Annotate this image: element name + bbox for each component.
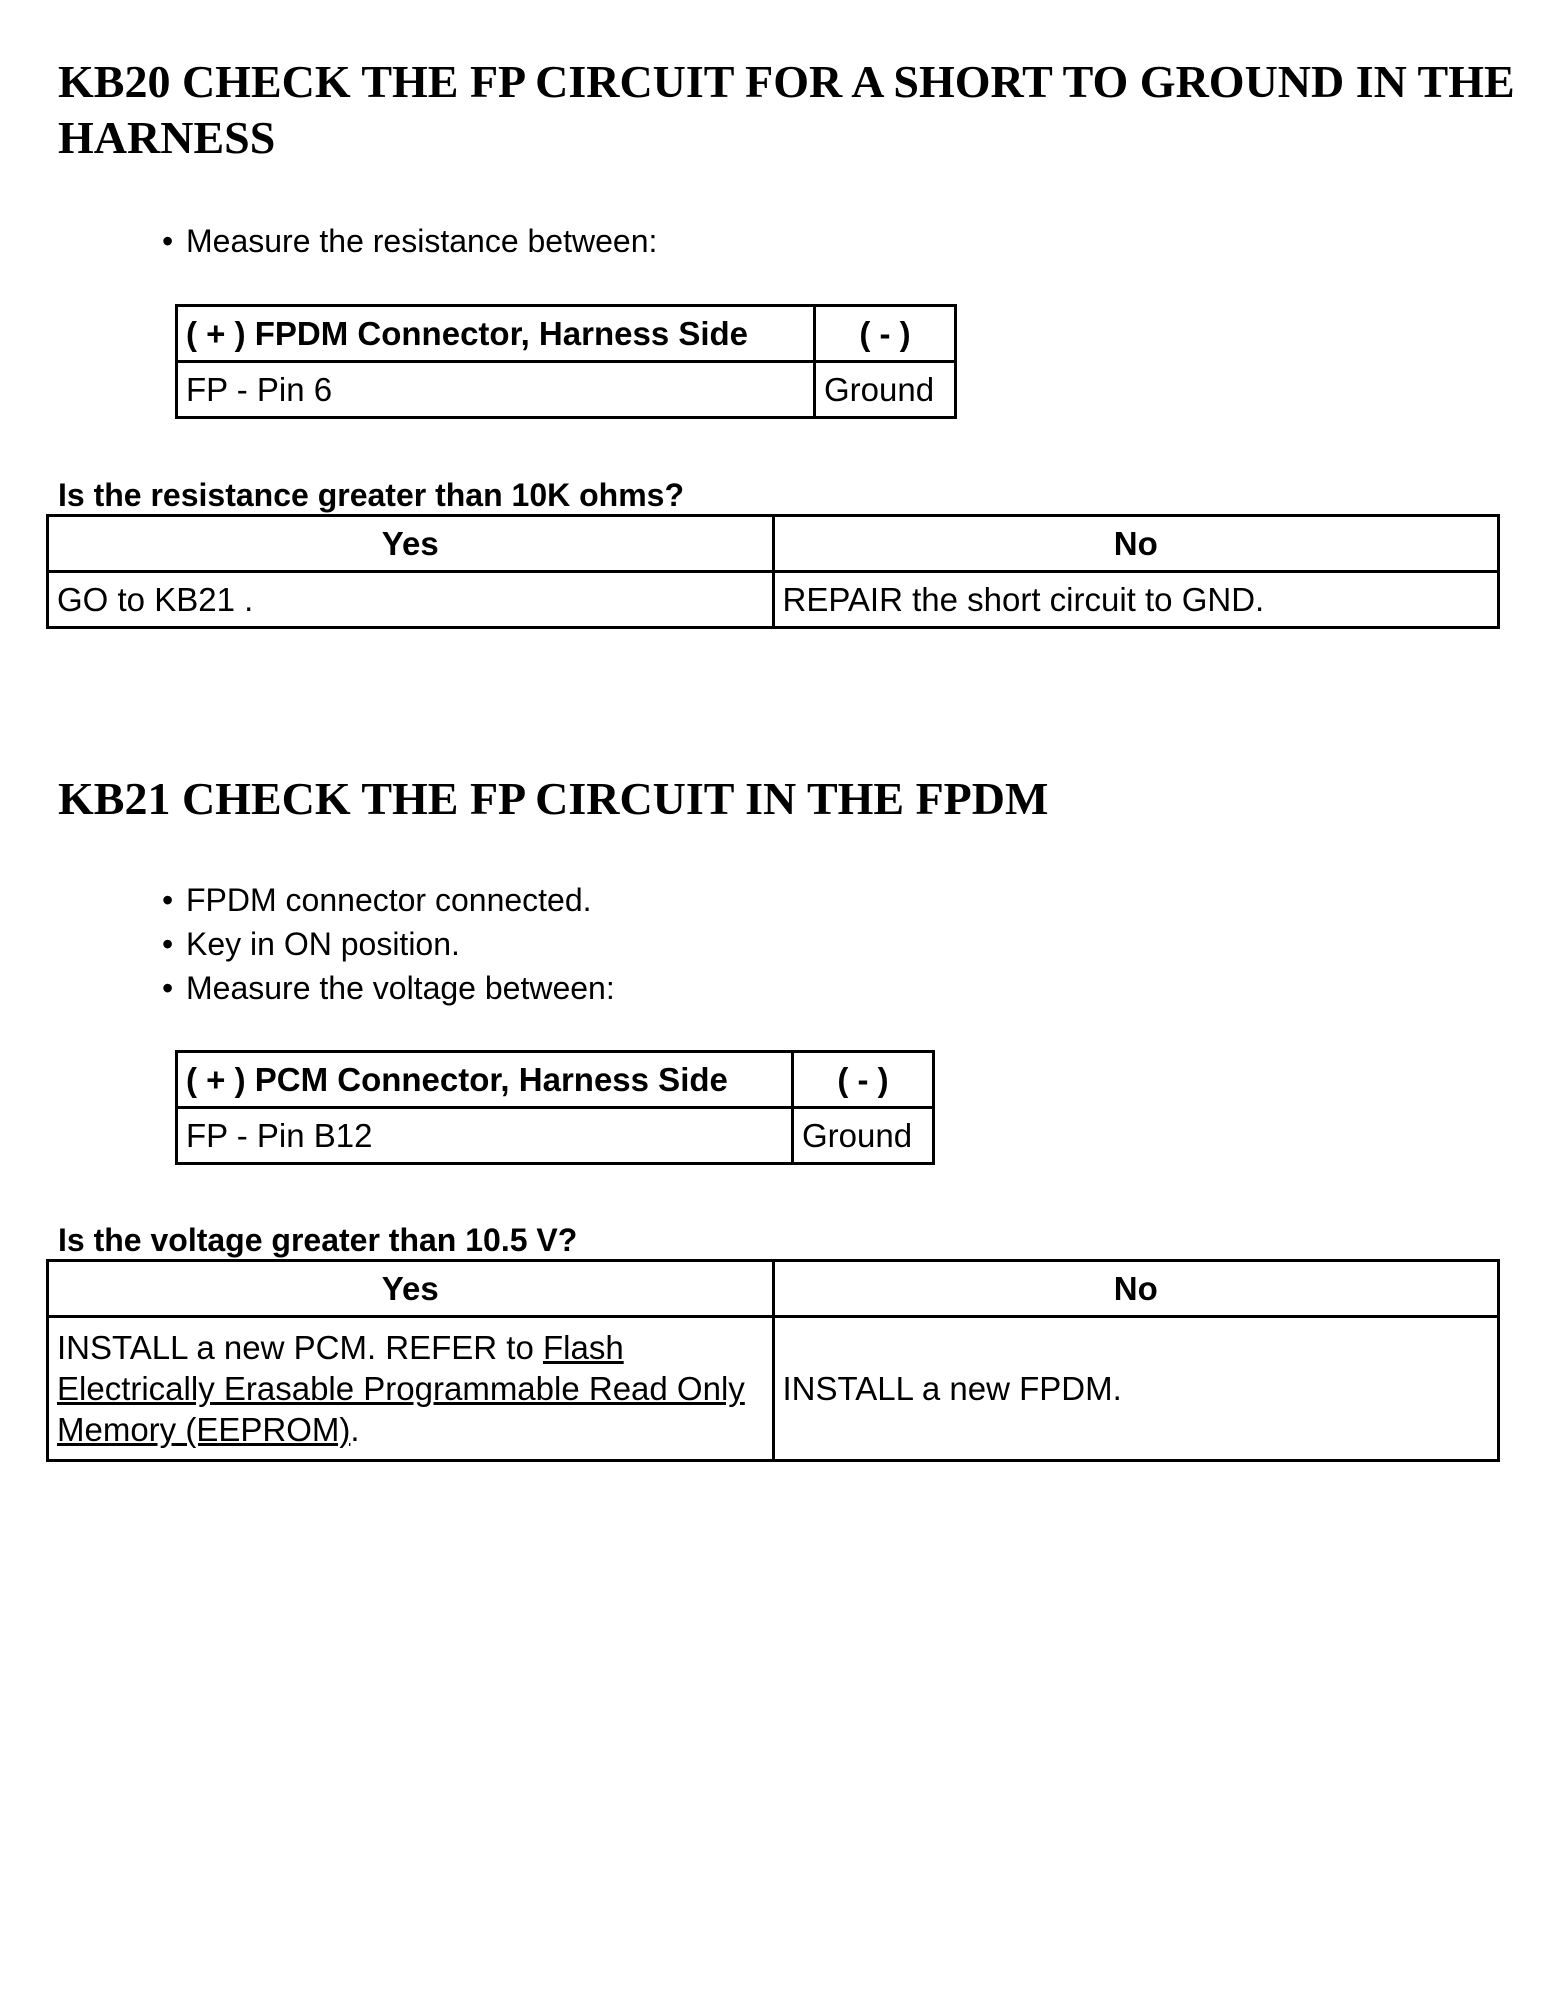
kb21-no-header: No: [773, 1261, 1499, 1317]
kb21-result-row: [48, 1317, 1499, 1461]
kb21-yes-action: [48, 1317, 774, 1461]
kb20-negative-header: ( - ): [815, 306, 956, 362]
kb20-result-row: [48, 572, 1499, 628]
kb20-no-header: No: [773, 516, 1499, 572]
kb21-yes-prefix: INSTALL a new PCM. REFER to: [57, 1329, 543, 1366]
kb21-yes-suffix: .: [350, 1411, 360, 1448]
kb21-measure-table: [175, 1050, 935, 1165]
eeprom-reference-link[interactable]: Flash Electrically Erasable Programmable Read Only Memory (EEPROM): [57, 1329, 745, 1448]
kb21-yes-header: Yes: [48, 1261, 774, 1317]
kb20-no-action: REPAIR the short circuit to GND.: [773, 572, 1499, 628]
kb20-yes-action: GO to KB21 .: [48, 572, 774, 628]
kb21-no-action: INSTALL a new FPDM.: [773, 1317, 1499, 1461]
kb21-positive-pin: FP - Pin B12: [177, 1108, 793, 1164]
kb21-result-table: [46, 1259, 1500, 1462]
kb20-measure-row: [177, 362, 956, 418]
kb21-bullet-list: [162, 878, 615, 1010]
kb21-bullet-item: • Key in ON position.: [162, 922, 615, 966]
kb20-positive-pin: FP - Pin 6: [177, 362, 815, 418]
kb20-measure-header-row: [177, 306, 956, 362]
kb20-result-header-row: [48, 516, 1499, 572]
kb21-negative-header: ( - ): [793, 1052, 934, 1108]
kb21-result-header-row: [48, 1261, 1499, 1317]
kb21-bullet-item: • Measure the voltage between:: [162, 966, 615, 1010]
kb20-title: KB20 CHECK THE FP CIRCUIT FOR A SHORT TO GROUND IN THE HARNESS: [58, 56, 1515, 163]
kb20-negative-pin: Ground: [815, 362, 956, 418]
kb20-bullet-item: • Measure the resistance between:: [162, 219, 657, 263]
kb21-question: Is the voltage greater than 10.5 V?: [58, 1222, 578, 1258]
kb20-positive-header: ( + ) FPDM Connector, Harness Side: [177, 306, 815, 362]
kb20-yes-header: Yes: [48, 516, 774, 572]
kb20-measure-table: [175, 304, 957, 419]
kb21-measure-header-row: [177, 1052, 934, 1108]
kb21-title: KB21 CHECK THE FP CIRCUIT IN THE FPDM: [58, 773, 1049, 824]
kb20-question: Is the resistance greater than 10K ohms?: [58, 477, 684, 513]
kb20-bullet-list: [162, 219, 657, 263]
kb21-bullet-item: • FPDM connector connected.: [162, 878, 615, 922]
kb21-negative-pin: Ground: [793, 1108, 934, 1164]
kb20-result-table: [46, 514, 1500, 629]
kb21-measure-row: [177, 1108, 934, 1164]
kb21-positive-header: ( + ) PCM Connector, Harness Side: [177, 1052, 793, 1108]
